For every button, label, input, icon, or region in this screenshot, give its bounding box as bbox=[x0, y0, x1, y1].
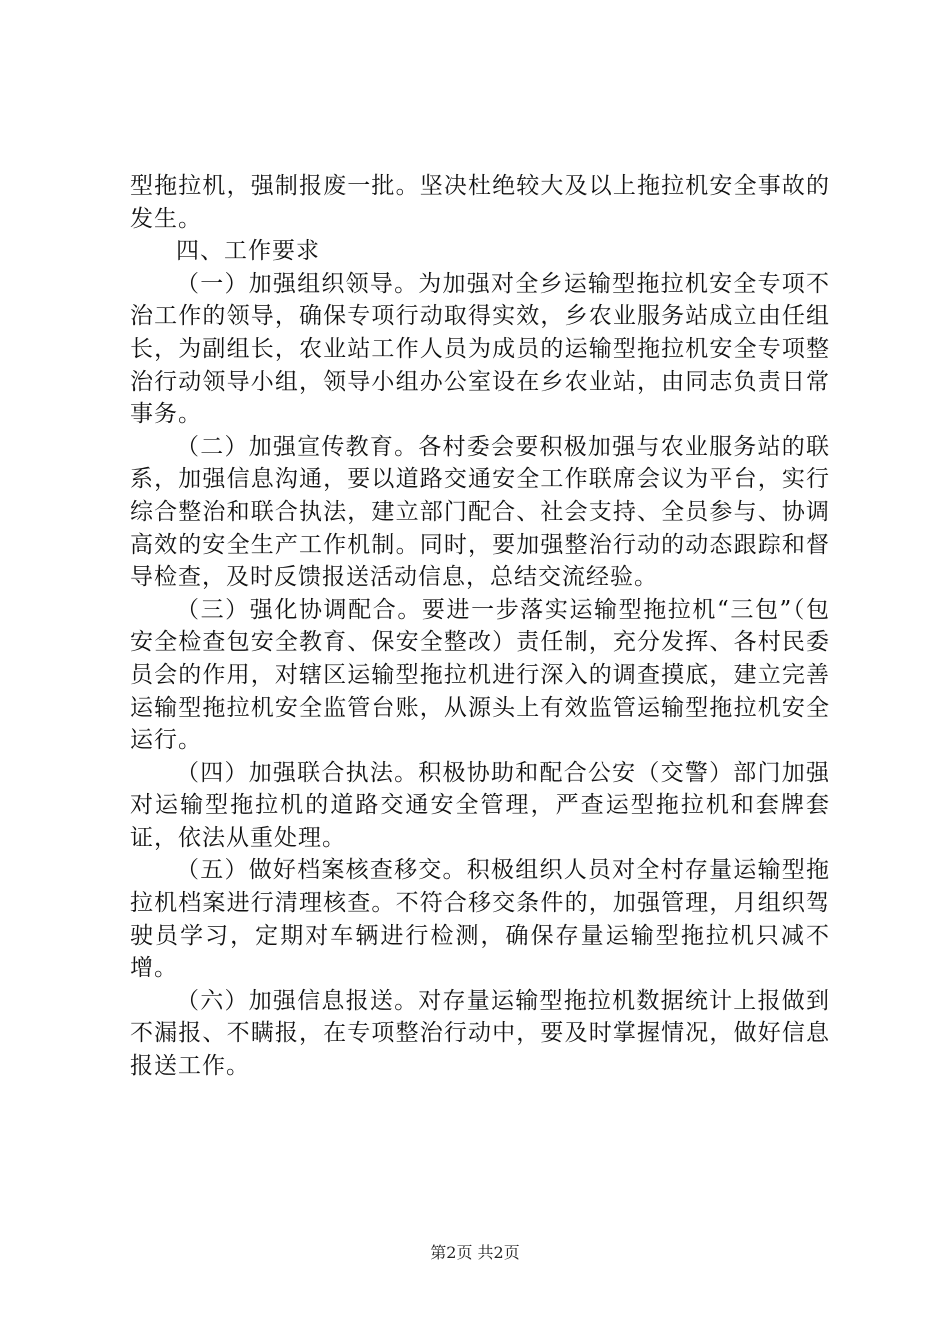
section-heading-work-requirements: 四、工作要求 bbox=[176, 238, 320, 265]
paragraph-publicity-education: （二）加强宣传教育。各村委会要积极加强与农业服务站的联系，加强信息沟通，要以道路交通安全工作联席会议为平台，实行综合整治和联合执法，建立部门配合、社会支持、全员参与、协调高效的安全生产工作机制。同时，要加强整治行动的动态跟踪和督导检查，及时反馈报送活动信息，总结交流经验。 bbox=[130, 433, 830, 591]
paragraph-continuation: 型拖拉机，强制报废一批。坚决杜绝较大及以上拖拉机安全事故的发生。 bbox=[130, 173, 830, 232]
paragraph-archive-review: （五）做好档案核查移交。积极组织人员对全村存量运输型拖拉机档案进行清理核查。不符合移交条件的，加强管理，月组织驾驶员学习，定期对车辆进行检测，确保存量运输型拖拉机只减不增。 bbox=[130, 857, 830, 982]
document-body bbox=[130, 170, 830, 1083]
paragraph-coordination: （三）强化协调配合。要进一步落实运输型拖拉机“三包”（包安全检查包安全教育、保安全整改）责任制，充分发挥、各村民委员会的作用，对辖区运输型拖拉机进行深入的调查摸底，建立完善运输型拖拉机安全监管台账，从源头上有效监管运输型拖拉机安全运行。 bbox=[130, 596, 830, 754]
paragraph-information-reporting: （六）加强信息报送。对存量运输型拖拉机数据统计上报做到不漏报、不瞒报，在专项整治行动中，要及时掌握情况，做好信息报送工作。 bbox=[130, 987, 830, 1080]
paragraph-organization-leadership: （一）加强组织领导。为加强对全乡运输型拖拉机安全专项不治工作的领导，确保专项行动取得实效，乡农业服务站成立由任组长，为副组长，农业站工作人员为成员的运输型拖拉机安全专项整治行动领导小组，领导小组办公室设在乡农业站，由同志负责日常事务。 bbox=[130, 270, 830, 428]
page-number-footer: 第2页 共2页 bbox=[430, 1243, 520, 1262]
paragraph-joint-enforcement: （四）加强联合执法。积极协助和配合公安（交警）部门加强对运输型拖拉机的道路交通安全管理，严查运型拖拉机和套牌套证，依法从重处理。 bbox=[130, 759, 830, 851]
